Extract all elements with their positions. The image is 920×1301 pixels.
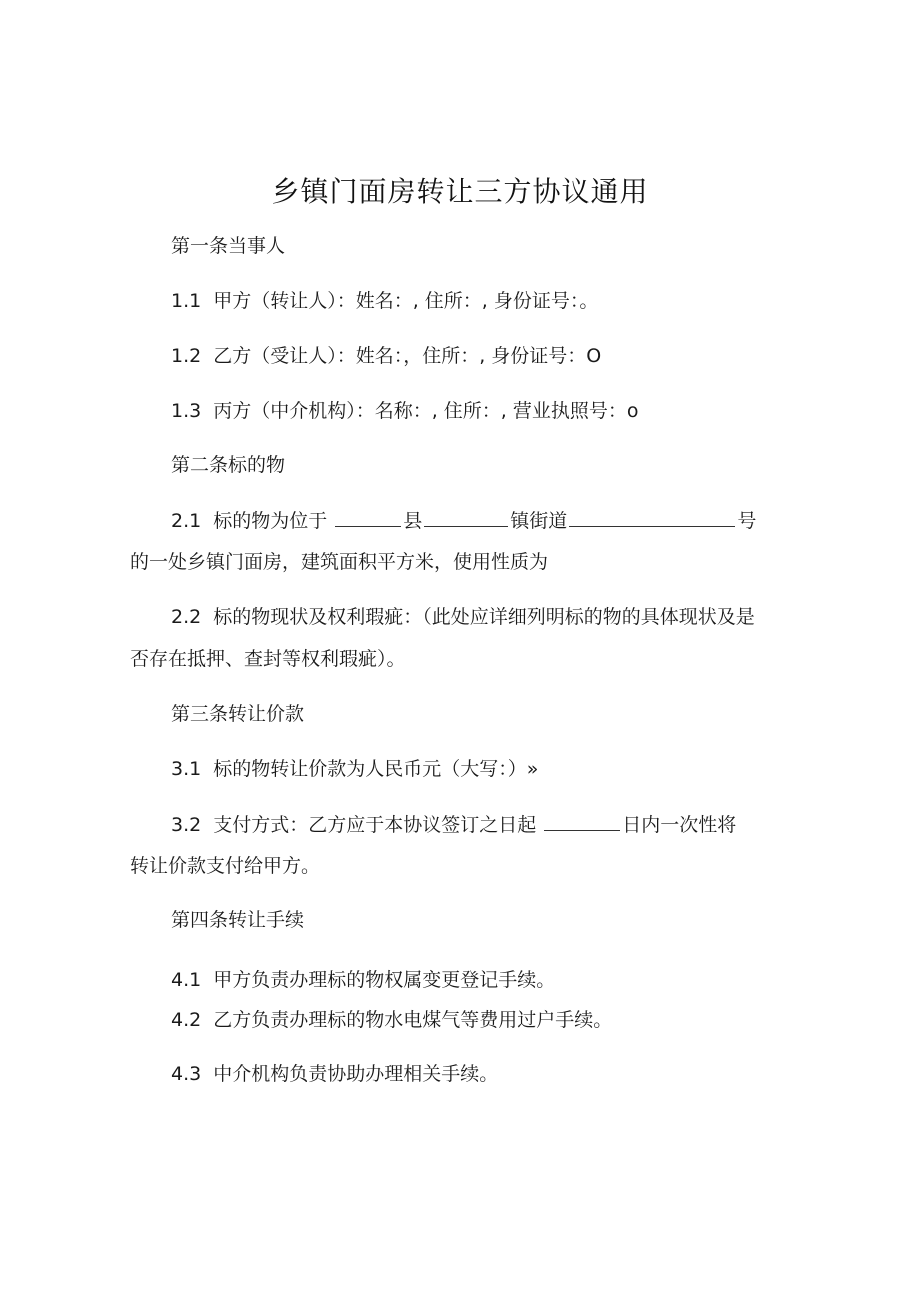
clause-2-1-continuation: 的一处乡镇门面房，建筑面积平方米，使用性质为: [130, 551, 549, 573]
clause-1-1: [171, 287, 598, 315]
clause-number: 4.1: [171, 969, 202, 991]
clause-2-2-continuation: 否存在抵押、查封等权利瑕疵）。: [130, 648, 406, 670]
clause-text: 县: [403, 510, 423, 532]
document-title: 乡镇门面房转让三方协议通用: [271, 175, 649, 208]
clause-4-2: [171, 1006, 612, 1034]
street-number-blank[interactable]: [569, 506, 735, 527]
article-3-heading: 第三条转让价款: [171, 703, 305, 725]
clause-2-1: [171, 506, 756, 535]
clause-number: 4.2: [171, 1009, 202, 1031]
clause-number: 4.3: [171, 1063, 202, 1085]
clause-text: 支付方式：乙方应于本协议签订之日起: [213, 814, 537, 836]
clause-text: 甲方（转让人）：姓名：, 住所：, 身份证号：。: [213, 290, 599, 312]
county-blank[interactable]: [335, 506, 401, 527]
clause-text: 镇街道: [510, 510, 568, 532]
clause-1-2: [171, 342, 601, 370]
clause-text: 日内一次性将: [622, 814, 737, 836]
clause-4-3: [171, 1060, 498, 1088]
clause-text: 标的物为位于: [213, 510, 328, 532]
clause-text: 标的物现状及权利瑕疵：（此处应详细列明标的物的具体现状及是: [213, 606, 755, 628]
clause-number: 1.1: [171, 290, 202, 312]
clause-3-2: [171, 810, 736, 839]
clause-text: 中介机构负责协助办理相关手续。: [213, 1063, 499, 1085]
clause-4-1: [171, 966, 555, 994]
days-blank[interactable]: [544, 810, 620, 831]
town-blank[interactable]: [424, 506, 508, 527]
clause-number: 2.1: [171, 510, 202, 532]
clause-text: 标的物转让价款为人民币元（大写：）»: [213, 758, 539, 780]
clause-text: 乙方负责办理标的物水电煤气等费用过户手续。: [213, 1009, 613, 1031]
article-1-heading: 第一条当事人: [171, 235, 286, 257]
clause-number: 1.3: [171, 400, 202, 422]
clause-text: 丙方（中介机构）：名称：, 住所：, 营业执照号：o: [213, 400, 639, 422]
clause-3-2-continuation: 转让价款支付给甲方。: [130, 855, 321, 877]
clause-number: 2.2: [171, 606, 202, 628]
clause-text: 乙方（受让人）：姓名：，住所：, 身份证号：O: [213, 345, 602, 367]
clause-text: 号: [737, 510, 757, 532]
clause-1-3: [171, 397, 639, 425]
clause-number: 1.2: [171, 345, 202, 367]
article-2-heading: 第二条标的物: [171, 454, 286, 476]
clause-3-1: [171, 755, 538, 783]
clause-2-2: [171, 603, 755, 631]
clause-text: 甲方负责办理标的物权属变更登记手续。: [213, 969, 556, 991]
clause-number: 3.1: [171, 758, 202, 780]
clause-number: 3.2: [171, 814, 202, 836]
article-4-heading: 第四条转让手续: [171, 909, 305, 931]
